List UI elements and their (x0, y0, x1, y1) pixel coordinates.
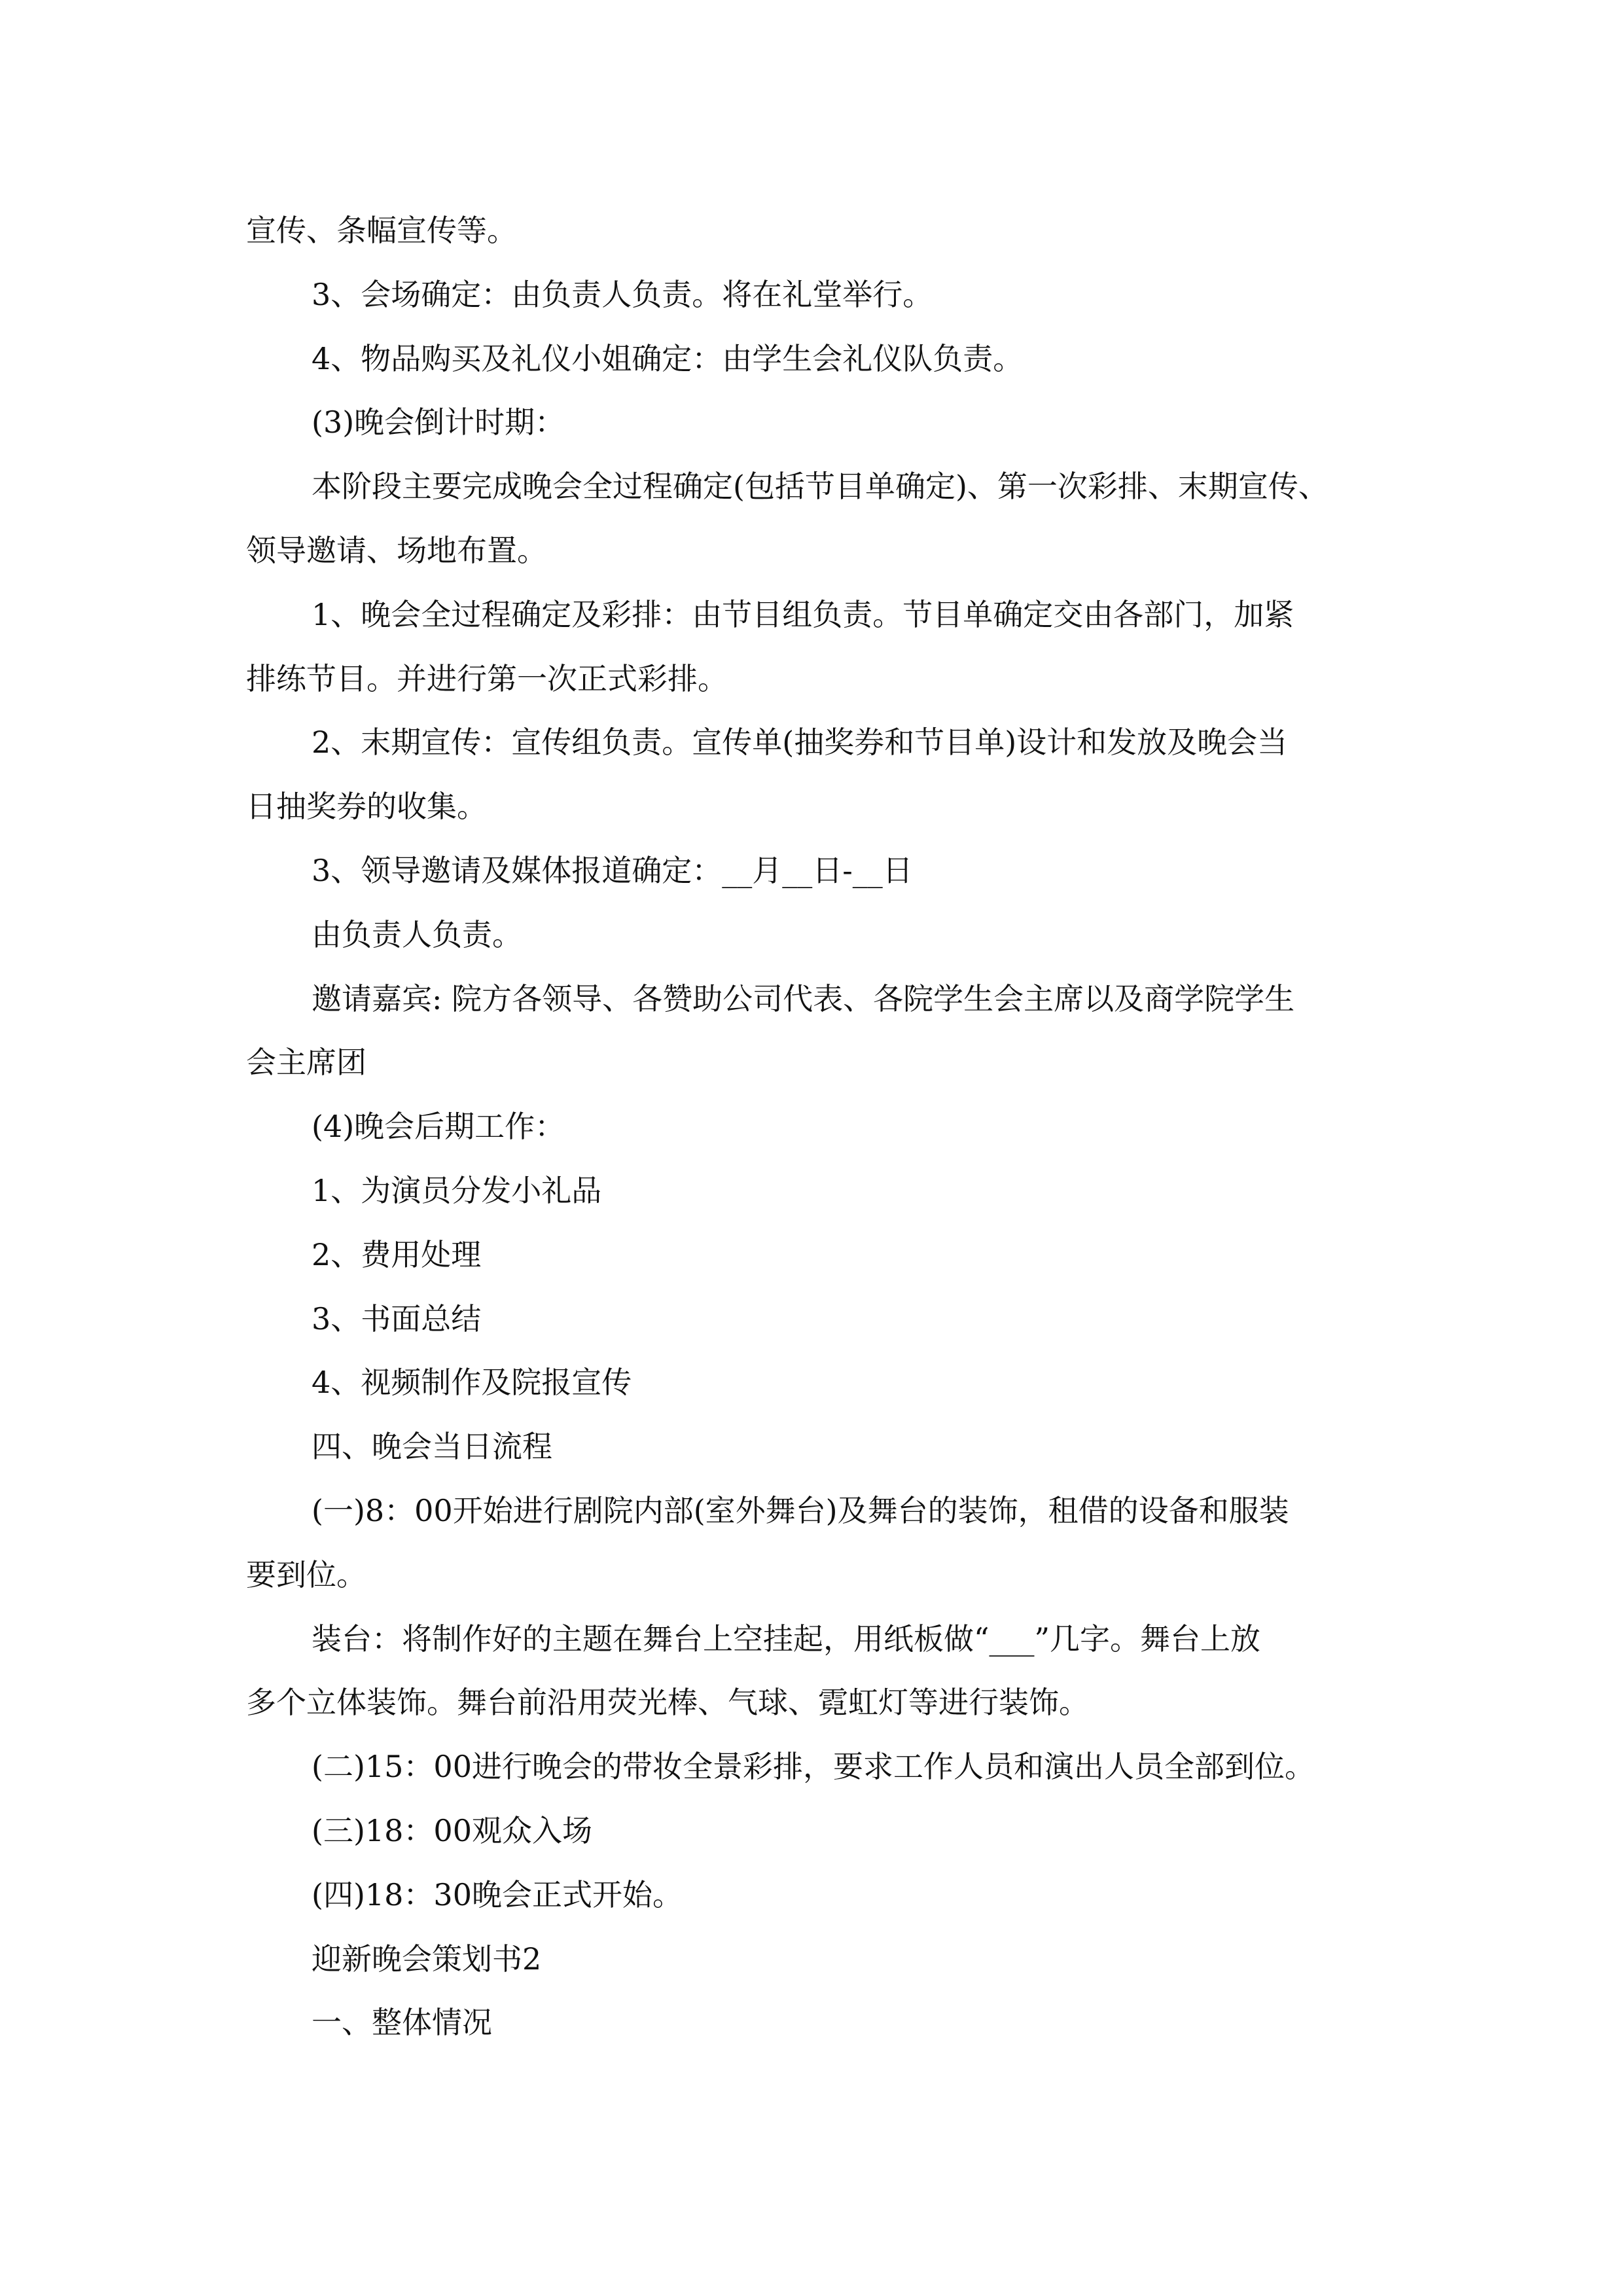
text-line: (一)8：00开始进行剧院内部(室外舞台)及舞台的装饰，租借的设备和服装 (312, 1492, 1289, 1528)
text-line: 日抽奖券的收集。 (246, 789, 487, 825)
text-span: 本阶段主要完成晚会全过程确定(包括节目单确定)、第一次彩排、末期宣传、 (312, 469, 1329, 505)
document-body (246, 199, 1382, 2055)
text-line: 多个立体装饰。舞台前沿用荧光棒、气球、霓虹灯等进行装饰。 (246, 1685, 1089, 1721)
section-heading: 一、整体情况 (312, 2005, 492, 2041)
text-line: 排练节目。并进行第一次正式彩排。 (246, 660, 728, 696)
section-heading: 四、晚会当日流程 (312, 1429, 552, 1465)
list-item: 4、视频制作及院报宣传 (312, 1365, 632, 1401)
document-title: 迎新晚会策划书2 (312, 1941, 542, 1977)
text-line: 3、领导邀请及媒体报道确定：__月__日-__日 (312, 852, 913, 888)
text-line: 装台：将制作好的主题在舞台上空挂起，用纸板做“___”几字。舞台上放 (312, 1621, 1261, 1657)
text-line: 3、会场确定：由负责人负责。将在礼堂举行。 (312, 276, 933, 312)
section-heading: (3)晚会倒计时期： (312, 404, 565, 440)
text-line: 1、晚会全过程确定及彩排：由节目组负责。节目单确定交由各部门，加紧 (312, 596, 1294, 632)
text-line: 邀请嘉宾: 院方各领导、各赞助公司代表、各院学生会主席以及商学院学生 (312, 980, 1295, 1016)
text-line: (三)18：00观众入场 (312, 1812, 592, 1848)
text-line: 2、末期宣传：宣传组负责。宣传单(抽奖券和节目单)设计和发放及晚会当 (312, 725, 1288, 761)
text-line: 由负责人负责。 (312, 916, 522, 952)
text-line: 会主席团 (246, 1045, 366, 1081)
text-line: 4、物品购买及礼仪小姐确定：由学生会礼仪队负责。 (312, 340, 1024, 376)
section-heading: (4)晚会后期工作： (312, 1109, 565, 1145)
text-line: (四)18：30晚会正式开始。 (312, 1876, 683, 1912)
list-item: 2、费用处理 (312, 1236, 482, 1272)
list-item: 1、为演员分发小礼品 (312, 1172, 602, 1208)
list-item: 3、书面总结 (312, 1300, 482, 1336)
text-line: 要到位。 (246, 1556, 366, 1592)
text-line: 宣传、条幅宣传等。 (246, 213, 517, 248)
text-line: 领导邀请、场地布置。 (246, 532, 547, 568)
text-line (246, 455, 1382, 519)
text-line: (二)15：00进行晚会的带妆全景彩排，要求工作人员和演出人员全部到位。 (312, 1749, 1315, 1785)
